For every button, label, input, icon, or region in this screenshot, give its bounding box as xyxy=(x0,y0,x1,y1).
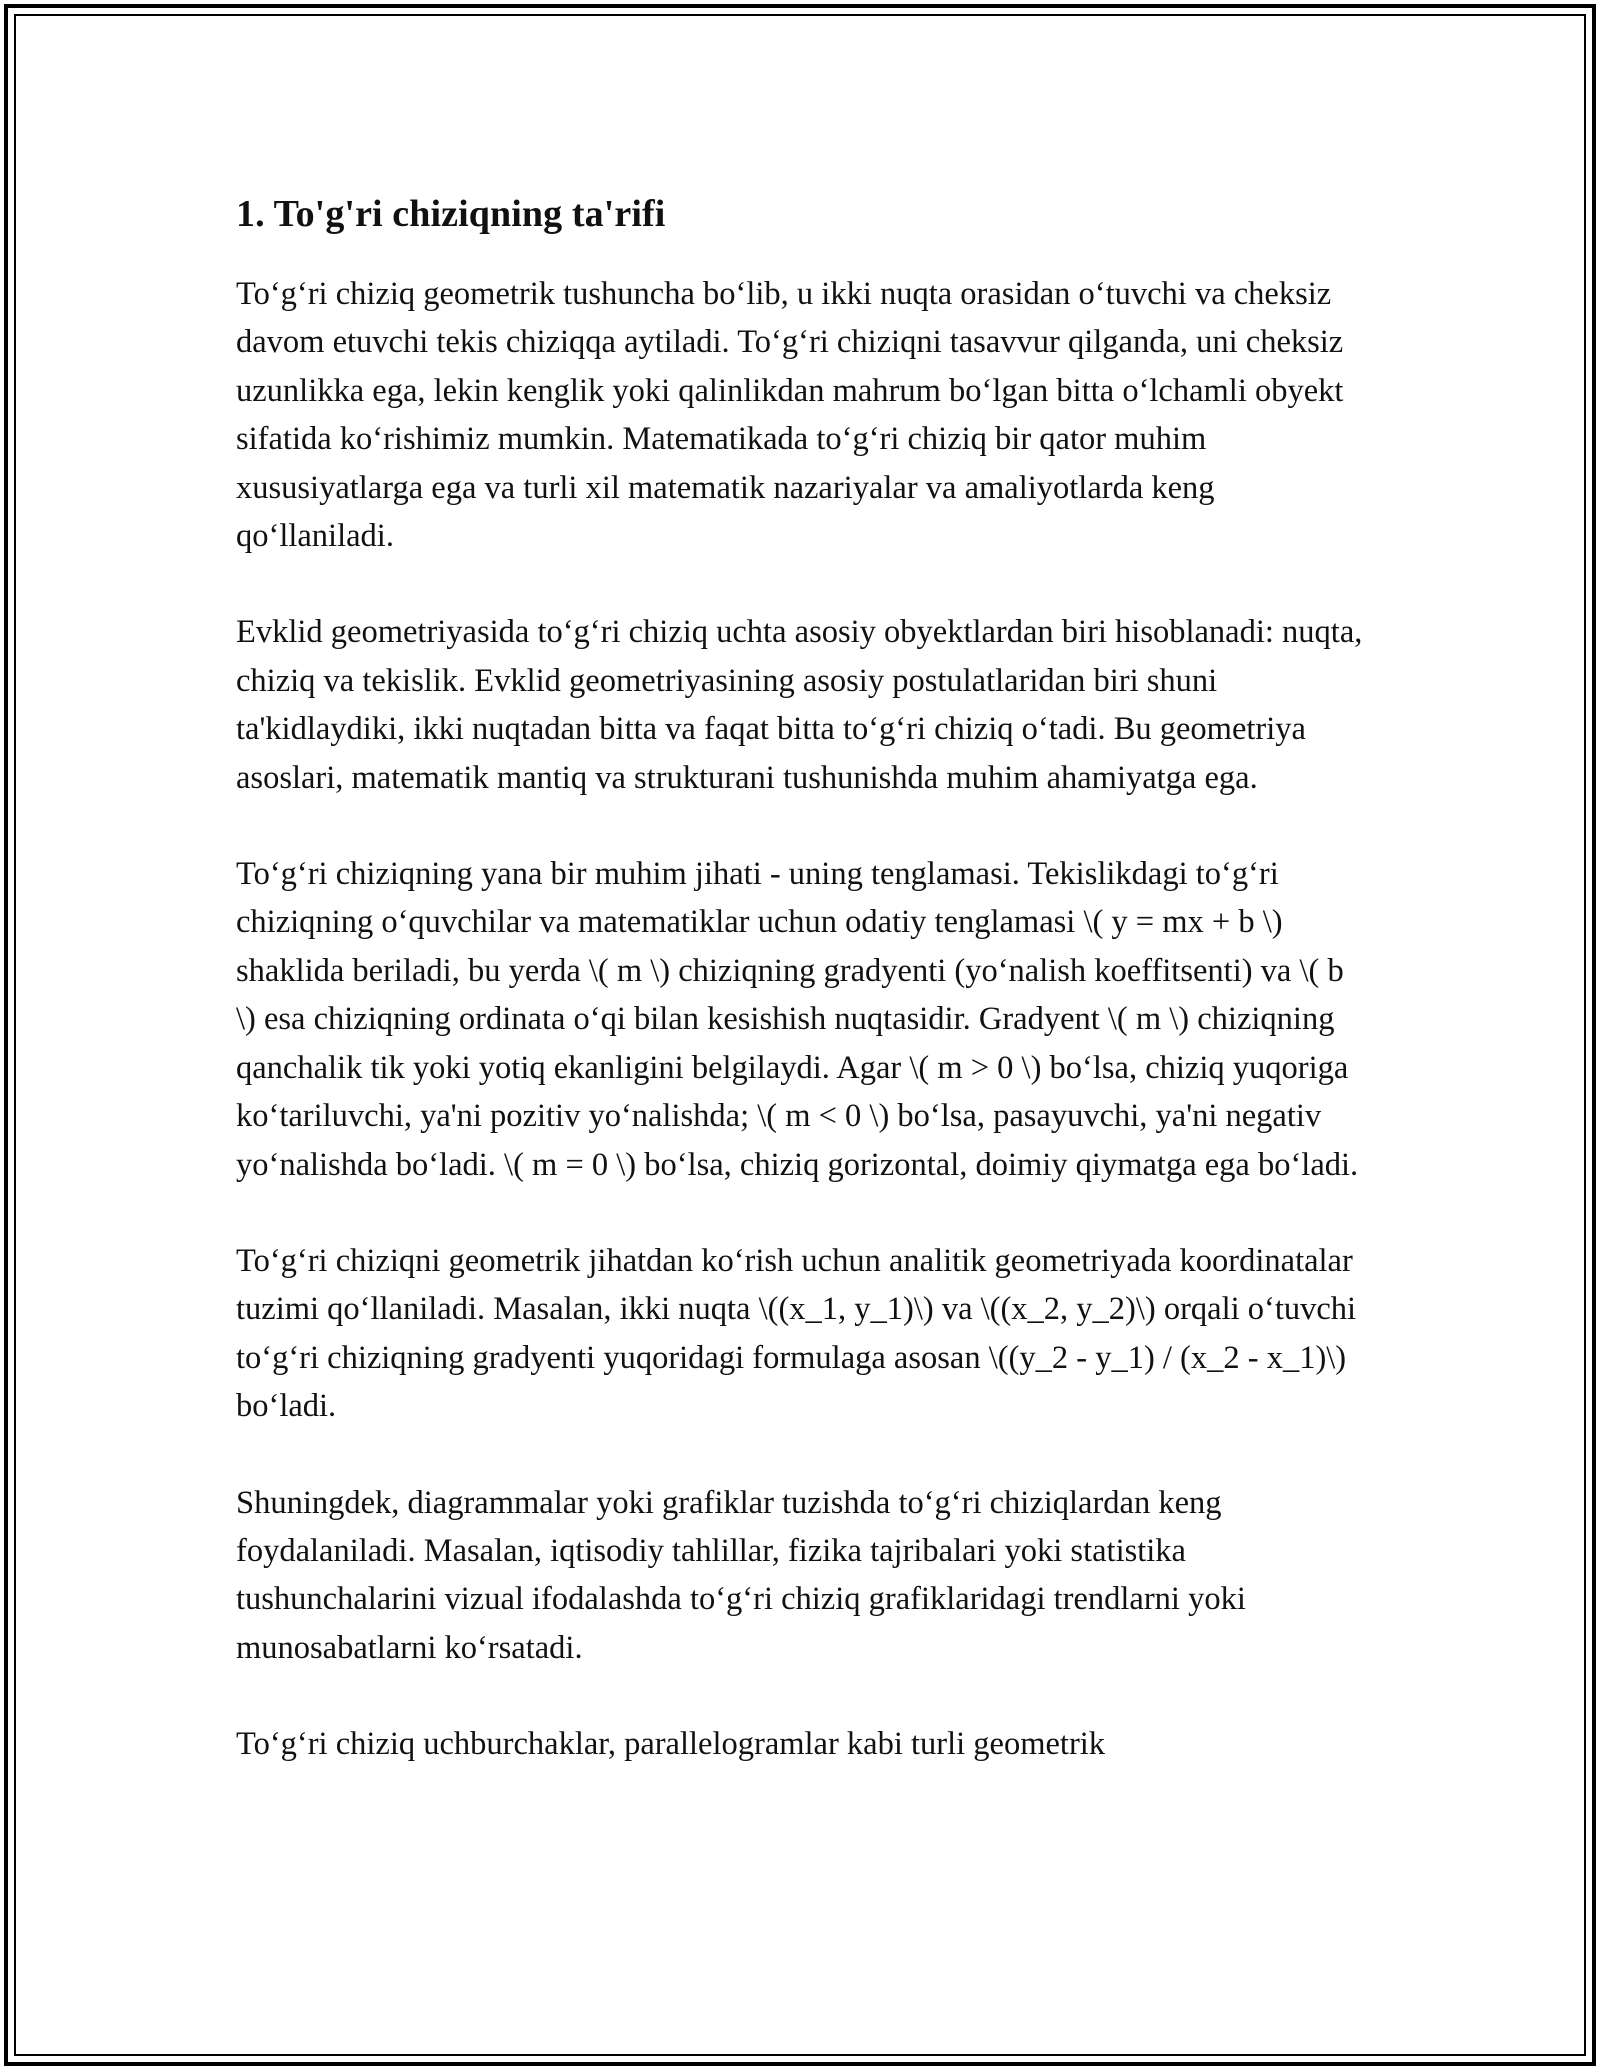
section-heading: 1. To'g'ri chiziqning ta'rifi xyxy=(236,193,666,235)
paragraph-4: To‘g‘ri chiziqni geometrik jihatdan ko‘rish uchun analitik geometriyada koordinatalar tuzimi qo‘llaniladi. Masalan, ikki nuqta \((x_1, y_1)\) va \((x_2, y_2)\) orqali o‘tuvchi to‘g‘ri chiziqning gradyenti yuqoridagi formulaga asosan \((y_2 - y_1) / (x_2 - x_1)\) bo‘ladi. xyxy=(236,1242,1357,1425)
paragraph-1: To‘g‘ri chiziq geometrik tushuncha bo‘lib, u ikki nuqta orasidan o‘tuvchi va cheksiz davom etuvchi tekis chiziqqa aytiladi. To‘g‘ri chiziqni tasavvur qilganda, uni cheksiz uzunlikka ega, lekin kenglik yoki qalinlikdan mahrum bo‘lgan bitta o‘lchamli obyekt sifatida ko‘rishimiz mumkin. Matematikada to‘g‘ri chiziq bir qator muhim xususiyatlarga ega va turli xil matematik nazariyalar va amaliyotlarda keng qo‘llaniladi. xyxy=(236,276,1344,555)
paragraph-2: Evklid geometriyasida to‘g‘ri chiziq uchta asosiy obyektlardan biri hisoblanadi: nuqta, chiziq va tekislik. Evklid geometriyasining asosiy postulatlaridan biri shuni ta'kidlaydiki, ikki nuqtadan bitta va faqat bitta to‘g‘ri chiziq o‘tadi. Bu geometriya asoslari, matematik mantiq va strukturani tushunishda muhim ahamiyatga ega. xyxy=(236,614,1363,796)
paragraph-5: Shuningdek, diagrammalar yoki grafiklar tuzishda to‘g‘ri chiziqlardan keng foydalaniladi. Masalan, iqtisodiy tahlillar, fizika tajribalari yoki statistika tushunchalarini vizual ifodalashda to‘g‘ri chiziq grafiklaridagi trendlarni yoki munosabatlarni ko‘rsatadi. xyxy=(236,1484,1246,1666)
document-body xyxy=(236,186,1366,1817)
paragraph-6: To‘g‘ri chiziq uchburchaklar, parallelogramlar kabi turli geometrik xyxy=(236,1726,1106,1763)
paragraph-3: To‘g‘ri chiziqning yana bir muhim jihati - uning tenglamasi. Tekislikdagi to‘g‘ri chiziqning o‘quvchilar va matematiklar uchun odatiy tenglamasi \( y = mx + b \) shaklida beriladi, bu yerda \( m \) chiziqning gradyenti (yo‘nalish koeffitsenti) va \( b \) esa chiziqning ordinata o‘qi bilan kesishish nuqtasidir. Gradyent \( m \) chiziqning qanchalik tik yoki yotiq ekanligini belgilaydi. Agar \( m > 0 \) bo‘lsa, chiziq yuqoriga ko‘tariluvchi, ya'ni pozitiv yo‘nalishda; \( m < 0 \) bo‘lsa, pasayuvchi, ya'ni negativ yo‘nalishda bo‘ladi. \( m = 0 \) bo‘lsa, chiziq gorizontal, doimiy qiymatga ega bo‘ladi. xyxy=(236,856,1359,1183)
